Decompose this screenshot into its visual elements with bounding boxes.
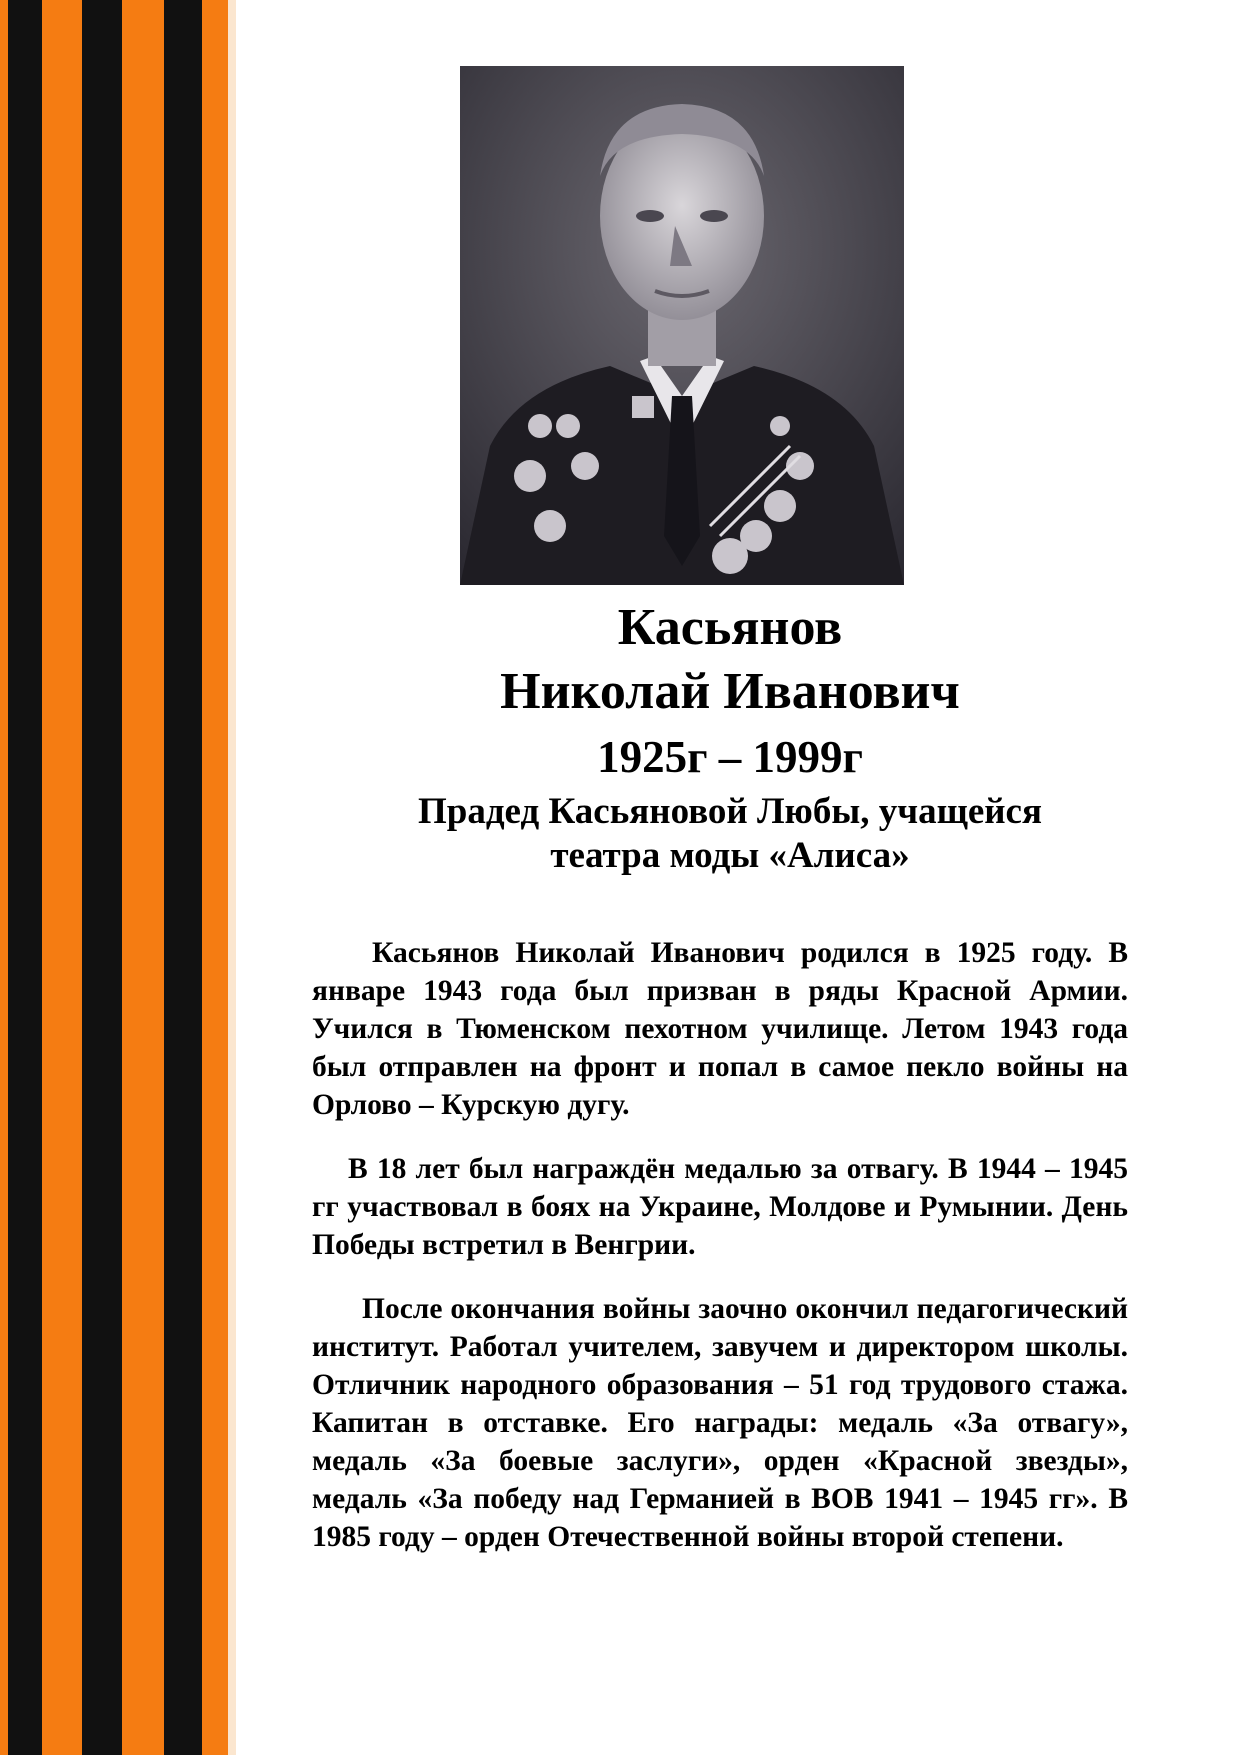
portrait-photo — [460, 66, 904, 585]
relation-line-2: театра моды «Алиса» — [550, 835, 910, 876]
veteran-portrait-icon — [460, 66, 904, 585]
ribbon-stripe-orange — [122, 0, 164, 1755]
biography-paragraph-3: После окончания войны заочно окончил педагогический институт. Работал учителем, завучем и директором школы. Отличник народного образования – 51 год трудового стажа. Капитан в отставке. Его награды: медаль «За отвагу», медаль «За боевые заслуги», орден «Красной звезды», медаль «За победу над Германией в ВОВ 1941 – 1945 гг». В 1985 году – орден Отечественной войны второй степени. — [312, 1293, 1128, 1553]
relation-caption — [300, 790, 1160, 878]
surname-heading: Касьянов — [617, 599, 843, 656]
biography-paragraph-2: В 18 лет был награждён медалью за отвагу. В 1944 – 1945 гг участвовал в боях на Украине, Молдове и Румынии. День Победы встретил в Венгрии. — [312, 1153, 1128, 1261]
ribbon-stripe-black — [164, 0, 202, 1755]
ribbon-stripe-orange — [202, 0, 228, 1755]
ribbon-stripe-black — [82, 0, 122, 1755]
relation-line-1: Прадед Касьяновой Любы, учащейся — [417, 791, 1043, 832]
ribbon-stripe-orange — [0, 0, 8, 1755]
ribbon-stripe-edge — [228, 0, 236, 1755]
life-years: 1925г – 1999г — [597, 732, 863, 782]
ribbon-stripe-black — [8, 0, 42, 1755]
ribbon-stripe-orange — [42, 0, 82, 1755]
biography-paragraph-1: Касьянов Николай Иванович родился в 1925 году. В январе 1943 года был призван в ряды Красной Армии. Учился в Тюменском пехотном училище. Летом 1943 года был отправлен на фронт и попал в самое пекло войны на Орлово – Курскую дугу. — [312, 937, 1128, 1121]
full-name-heading: Николай Иванович — [500, 663, 960, 720]
st-george-ribbon — [0, 0, 236, 1755]
